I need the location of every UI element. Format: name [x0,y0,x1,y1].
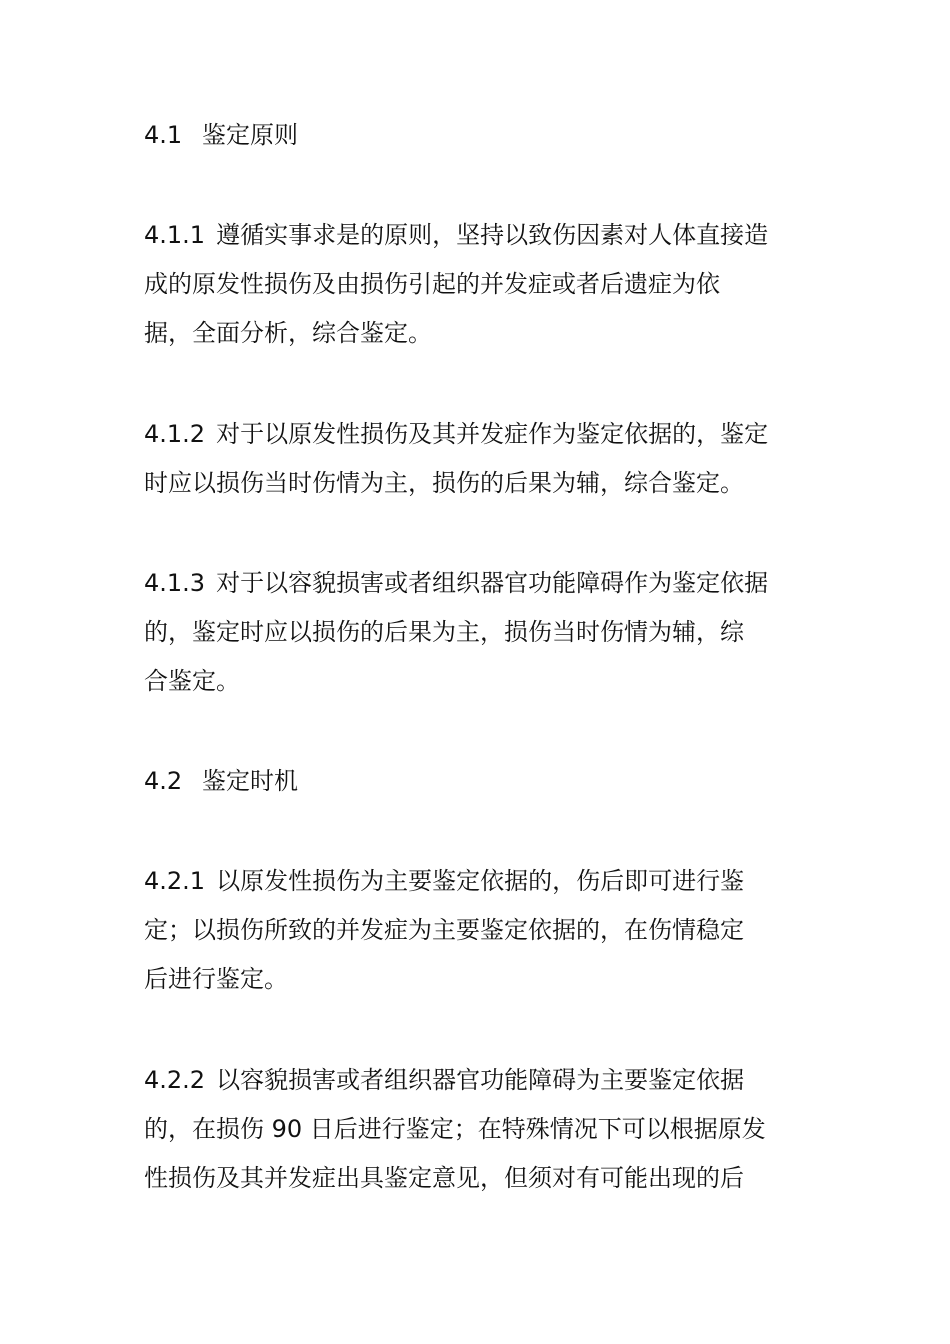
section-number: 4.2 [144,767,183,795]
paragraph-text: 对于以原发性损伤及其并发症作为鉴定依据的，鉴定 [216,420,769,448]
paragraph-line: 的，在损伤 90 日后进行鉴定；在特殊情况下可以根据原发 [144,1115,766,1143]
paragraph-line: 定；以损伤所致的并发症为主要鉴定依据的，在伤情稳定 [144,916,744,944]
paragraph-line: 后进行鉴定。 [144,965,288,993]
clause-number: 4.2.2 [144,1066,206,1094]
section-heading-4-2 [144,766,804,796]
paragraph-line [144,220,804,250]
section-number: 4.1 [144,121,183,149]
paragraph-text: 遵循实事求是的原则，坚持以致伤因素对人体直接造 [216,221,769,249]
paragraph-line [144,568,804,598]
clause-number: 4.1.2 [144,420,206,448]
paragraph-line: 据，全面分析，综合鉴定。 [144,319,432,347]
clause-number: 4.2.1 [144,867,206,895]
section-title: 鉴定原则 [202,121,298,149]
paragraph-line [144,419,804,449]
paragraph-line: 成的原发性损伤及由损伤引起的并发症或者后遗症为依 [144,270,720,298]
paragraph-line: 的，鉴定时应以损伤的后果为主，损伤当时伤情为辅，综 [144,618,744,646]
paragraph-line: 性损伤及其并发症出具鉴定意见，但须对有可能出现的后 [144,1164,744,1192]
section-title: 鉴定时机 [202,767,298,795]
clause-number: 4.1.1 [144,221,206,249]
paragraph-text: 以容貌损害或者组织器官功能障碍为主要鉴定依据 [216,1066,745,1094]
paragraph-line [144,866,804,896]
paragraph-text: 以原发性损伤为主要鉴定依据的，伤后即可进行鉴 [216,867,745,895]
paragraph-line: 合鉴定。 [144,667,240,695]
clause-number: 4.1.3 [144,569,206,597]
section-heading-4-1 [144,120,804,150]
paragraph-line: 时应以损伤当时伤情为主，损伤的后果为辅，综合鉴定。 [144,469,744,497]
paragraph-text: 对于以容貌损害或者组织器官功能障碍作为鉴定依据 [216,569,769,597]
paragraph-line [144,1065,804,1095]
